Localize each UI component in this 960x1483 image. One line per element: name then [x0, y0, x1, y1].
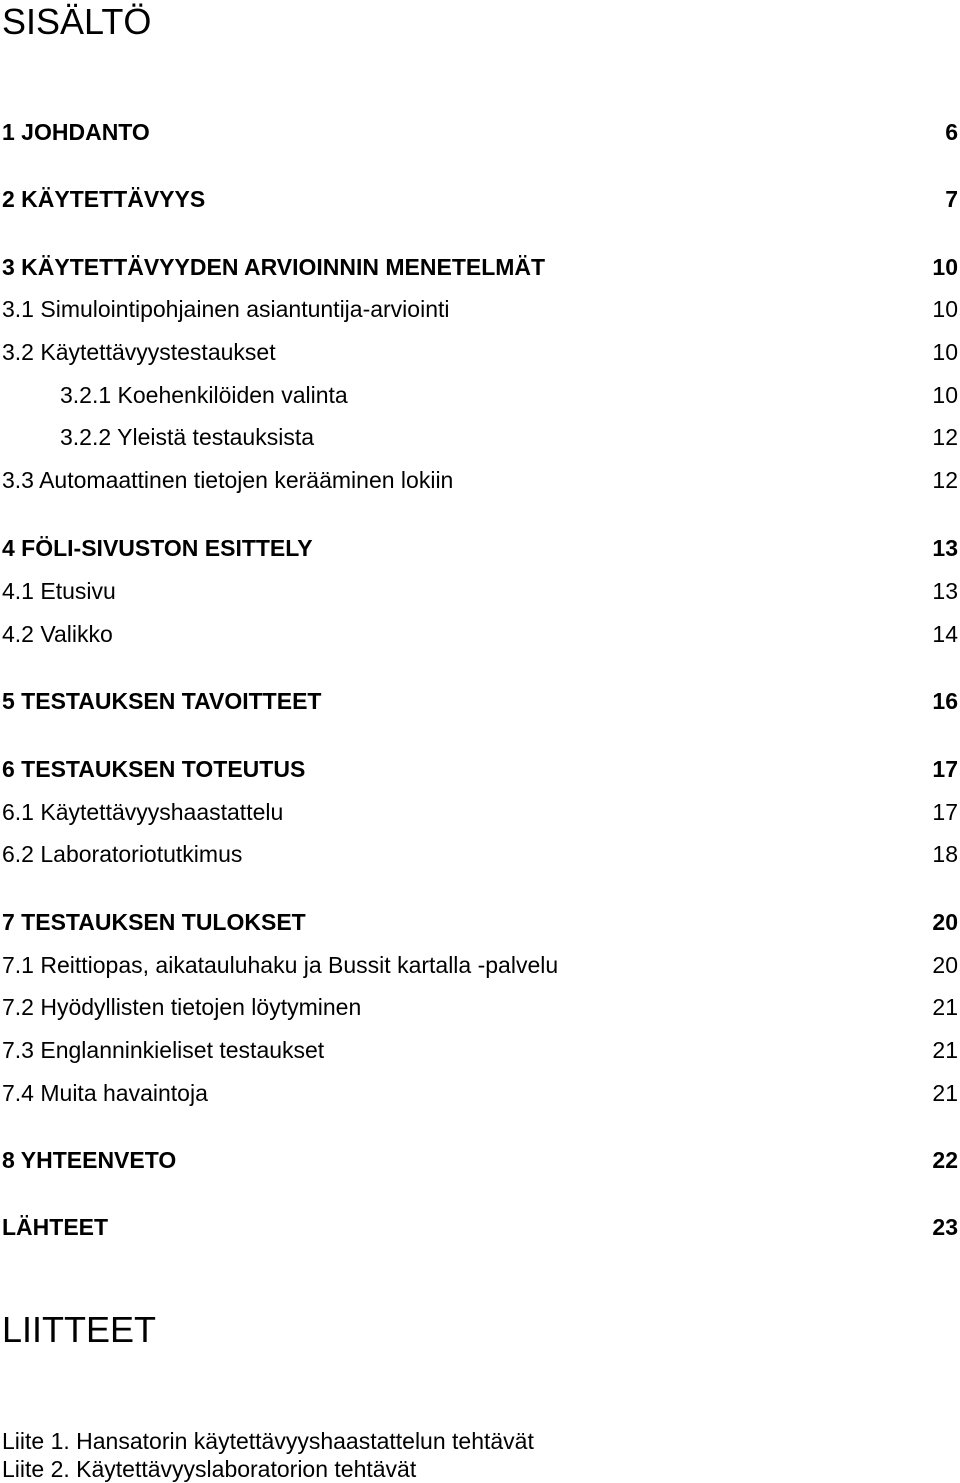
toc-entry — [0, 907, 958, 937]
toc-entry-label: 7 TESTAUKSEN TULOKSET — [2, 909, 306, 935]
toc-entry-label: 3.3 Automaattinen tietojen kerääminen lokiin — [2, 467, 454, 493]
toc-entry-label: 6.2 Laboratoriotutkimus — [2, 841, 243, 867]
toc-entry — [0, 950, 958, 980]
toc-entry-label: 3.2 Käytettävyystestaukset — [2, 339, 276, 365]
toc-entry — [0, 117, 958, 147]
toc-entry-label: 3 KÄYTETTÄVYYDEN ARVIOINNIN MENETELMÄT — [2, 254, 546, 280]
toc-entry-label: 7.4 Muita havaintoja — [2, 1080, 208, 1106]
toc-entry-page: 20 — [932, 952, 958, 978]
toc-entry — [0, 619, 958, 649]
toc-entry-label: 4 FÖLI-SIVUSTON ESITTELY — [2, 535, 313, 561]
toc-entry-page: 21 — [932, 994, 958, 1020]
toc-entry — [0, 252, 958, 282]
toc-entry — [0, 1212, 958, 1242]
toc-entry-label: 3.1 Simulointipohjainen asiantuntija-arviointi — [2, 296, 450, 322]
toc-entry-page: 13 — [932, 578, 958, 604]
toc-entry-page: 10 — [932, 339, 958, 365]
toc-entry-page: 22 — [932, 1147, 958, 1173]
toc-entry-page: 12 — [932, 467, 958, 493]
toc-entry-page: 17 — [932, 799, 958, 825]
toc-entry — [0, 839, 958, 869]
toc-entry — [0, 1035, 958, 1065]
appendix-item: Liite 2. Käytettävyyslaboratorion tehtävät — [2, 1456, 417, 1482]
toc-entry-page: 17 — [932, 756, 958, 782]
toc-entry-page: 7 — [945, 186, 958, 212]
toc-entry-label: 8 YHTEENVETO — [2, 1147, 177, 1173]
toc-entry-label: 6 TESTAUKSEN TOTEUTUS — [2, 756, 306, 782]
toc-entry — [0, 380, 958, 410]
toc-entry-page: 20 — [932, 909, 958, 935]
toc-entry — [0, 422, 958, 452]
toc-entry-page: 6 — [945, 119, 958, 145]
toc-entry-label: 3.2.2 Yleistä testauksista — [60, 424, 314, 450]
toc-entry-label: 7.3 Englanninkieliset testaukset — [2, 1037, 325, 1063]
appendix-item: Liite 1. Hansatorin käytettävyyshaastattelun tehtävät — [2, 1428, 534, 1454]
toc-entry-page: 10 — [932, 254, 958, 280]
toc-entry-label: 7.2 Hyödyllisten tietojen löytyminen — [2, 994, 362, 1020]
toc-entry — [0, 797, 958, 827]
toc-entry — [0, 337, 958, 367]
toc-entry — [0, 992, 958, 1022]
toc-entry-page: 18 — [932, 841, 958, 867]
toc-entry-label: 6.1 Käytettävyyshaastattelu — [2, 799, 284, 825]
appendices-title: LIITTEET — [2, 1309, 157, 1350]
toc-entry-page: 10 — [932, 296, 958, 322]
toc-entry-label: LÄHTEET — [2, 1214, 109, 1240]
toc-entry — [0, 686, 958, 716]
toc-entry — [0, 1145, 958, 1175]
toc-entry-page: 23 — [932, 1214, 958, 1240]
toc-entry — [0, 294, 958, 324]
toc-entry-label: 4.1 Etusivu — [2, 578, 116, 604]
contents-title: SISÄLTÖ — [2, 1, 152, 42]
toc-entry-page: 12 — [932, 424, 958, 450]
toc-entry — [0, 1078, 958, 1108]
toc-entry-page: 21 — [932, 1037, 958, 1063]
toc-entry-label: 5 TESTAUKSEN TAVOITTEET — [2, 688, 322, 714]
toc-entry-label: 1 JOHDANTO — [2, 119, 150, 145]
toc-entry-label: 3.2.1 Koehenkilöiden valinta — [60, 382, 348, 408]
toc-entry — [0, 754, 958, 784]
toc-entry-label: 4.2 Valikko — [2, 621, 113, 647]
toc-entry — [0, 465, 958, 495]
toc-entry-page: 16 — [932, 688, 958, 714]
toc-entry-page: 13 — [932, 535, 958, 561]
toc-entry — [0, 533, 958, 563]
toc-entry-page: 21 — [932, 1080, 958, 1106]
toc-entry-page: 14 — [932, 621, 958, 647]
toc-entry — [0, 576, 958, 606]
toc-entry-label: 2 KÄYTETTÄVYYS — [2, 186, 206, 212]
toc-entry-label: 7.1 Reittiopas, aikatauluhaku ja Bussit kartalla -palvelu — [2, 952, 559, 978]
toc-entry — [0, 184, 958, 214]
toc-entry-page: 10 — [932, 382, 958, 408]
